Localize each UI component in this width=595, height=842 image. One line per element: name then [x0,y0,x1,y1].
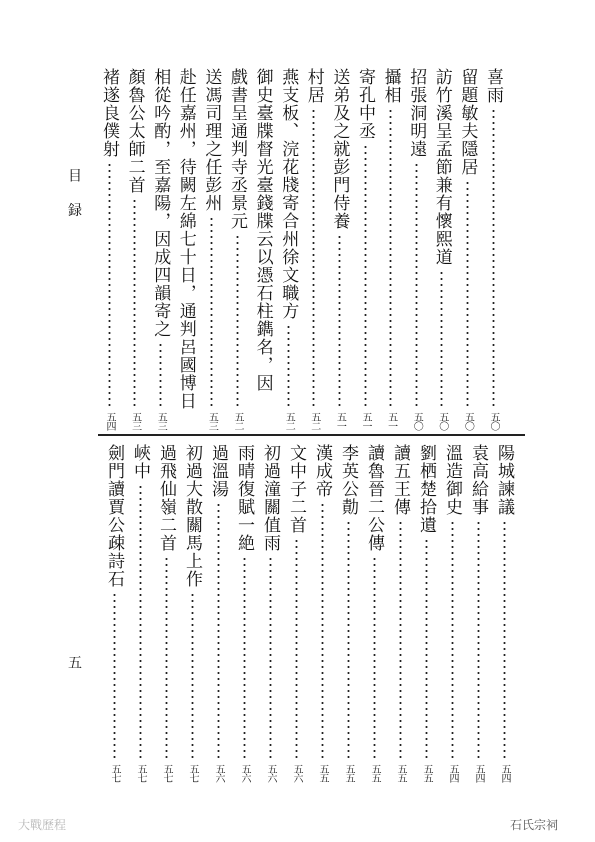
toc-entry-title: 初過潼關值雨 [260,444,280,552]
toc-entry-page: 五四 [447,764,458,782]
leader-dots [389,108,392,408]
toc-entry-page: 五二 [283,412,295,430]
toc-entry-page: 五五 [369,764,380,782]
leader-dots [217,502,220,760]
toc-entry-title: 攝相 [380,68,401,104]
leader-dots [425,538,428,760]
toc-entry-title: 文中子二首 [286,444,306,534]
toc-entry-title: 褚遂良僕射 [99,68,119,158]
toc-entry [285,444,307,782]
toc-entry [456,68,478,430]
leader-dots [236,234,239,408]
toc-entry [149,68,171,430]
toc-entry [155,444,177,782]
leader-dots [347,520,350,760]
toc-entry-title: 招張洞明遠 [406,68,427,158]
toc-entry-page: 五〇 [436,412,448,430]
toc-entry [200,68,222,430]
leader-dots [466,180,469,408]
toc-entry [354,68,376,430]
toc-entry-page: 五七 [109,764,120,782]
leader-dots [191,592,194,760]
toc-entry-page: 五七 [187,764,198,782]
toc-entry-title: 御史臺牒督光臺錢牒云以憑石柱鐫名，因 [252,68,273,392]
toc-entry [175,68,197,430]
toc-entry-title: 相從吟酌，至嘉陽，因成四韻寄之 [150,68,171,338]
toc-entry [431,68,453,430]
leader-dots [210,216,213,408]
toc-entry-page: 五四 [104,412,115,430]
toc-entry [405,68,427,430]
toc-entry-title: 喜雨 [483,68,503,104]
toc-entry [98,68,120,430]
leader-dots [321,502,324,760]
toc-entry-title: 送馮司理之任彭州 [201,68,222,212]
toc-entry [259,444,281,782]
toc-entry [303,68,325,430]
toc-entry [482,68,504,430]
toc-entry-page: 五六 [265,764,276,782]
toc-entry-title: 送弟及之就彭門侍養 [329,68,350,230]
toc-entry-title: 讀五王傳 [390,444,410,516]
toc-entry [311,444,333,782]
toc-entry-page: 五一 [334,412,346,430]
toc-entry-page: 五五 [317,764,328,782]
toc-entry-page: 五六 [213,764,224,782]
toc-entry-title: 初過大散關馬上作 [182,444,202,588]
toc-entry-page: 五〇 [411,412,423,430]
leader-dots [159,342,162,408]
toc-bottom-half [0,444,595,782]
toc-entry [389,444,411,782]
leader-dots [133,198,136,408]
leader-dots [287,324,290,408]
leader-dots [399,520,402,760]
leader-dots [312,108,315,408]
watermark-right: 石氏宗祠 [510,818,559,832]
toc-entry-page: 五三 [129,412,141,430]
toc-entry-page: 五五 [343,764,354,782]
toc-entry-title: 燕支板、浣花牋寄合州徐文職方 [278,68,299,320]
toc-entry-title: 戲書呈通判寺丞景元 [227,68,247,230]
toc-entry-page: 五三 [206,412,218,430]
toc-entry-page: 五四 [473,764,484,782]
toc-entry-title: 村居 [303,68,324,104]
toc-entry-page: 五一 [360,412,371,430]
leader-dots [295,538,298,760]
toc-entry [380,68,402,430]
toc-entry-page: 五二 [308,412,320,430]
toc-entry-page: 五四 [499,764,510,782]
toc-entry-title: 漢成帝 [312,444,332,498]
toc-entry-title: 劉栖楚拾遺 [416,444,436,534]
toc-entry-page: 五七 [135,764,146,782]
toc-entry-title: 溫造御史 [442,444,462,516]
watermark-left: 大戰歷程 [18,818,67,832]
toc-entry-page: 五二 [232,412,243,430]
leader-dots [338,234,341,408]
toc-entry-title: 赴任嘉州，待闕左綿七十日，通判呂國博日 [175,68,196,410]
toc-entry [415,444,437,782]
leader-dots [373,556,376,760]
toc-entry-title: 訪竹溪呈孟節兼有懷熙道 [431,68,452,266]
leader-dots [440,270,443,408]
section-heading: 目 録 [66,168,82,225]
toc-entry-page: 五三 [155,412,167,430]
toc-entry-title: 過溫湯 [208,444,228,498]
toc-entry-title: 李英公勣 [338,444,358,516]
leader-dots [269,556,272,760]
toc-entry-title: 讀魯晉二公傳 [364,444,384,552]
toc-entry-title: 峽中 [130,444,150,480]
toc-entry-page: 五六 [291,764,302,782]
leader-dots [108,162,111,408]
toc-entry [124,68,146,430]
toc-entry [207,444,229,782]
toc-entry-page: 五五 [395,764,406,782]
leader-dots [139,484,142,760]
leader-dots [477,520,480,760]
toc-entry-title: 顏魯公太師二首 [124,68,145,194]
toc-entry-title: 過飛仙嶺二首 [156,444,176,552]
toc-entry-title: 袁高給事 [468,444,488,516]
toc-entry-page: 五五 [421,764,432,782]
toc-entry [226,68,248,430]
toc-entry [363,444,385,782]
leader-dots [113,592,116,760]
toc-entry [277,68,299,430]
leader-dots [451,520,454,760]
toc-top-half [0,68,595,430]
toc-entry [181,444,203,782]
page-number: 五 [66,655,82,669]
toc-entry [129,444,151,782]
toc-entry-page: 五七 [161,764,172,782]
leader-dots [492,108,495,408]
leader-dots [503,520,506,760]
leader-dots [165,556,168,760]
toc-entry-title: 陽城諫議 [494,444,514,516]
toc-entry-page: 五〇 [488,412,499,430]
toc-entry-page: 五〇 [462,412,474,430]
toc-entry-title: 雨晴復賦一絶 [234,444,254,552]
toc-entry [233,444,255,782]
toc-entry-title: 寄孔中丞 [355,68,375,140]
toc-entry [493,444,515,782]
toc-entry-page: 五一 [385,412,397,430]
toc-entry-title: 劍門讀賈公疎詩石 [104,444,124,588]
leader-dots [364,144,367,408]
leader-dots [243,556,246,760]
leader-dots [415,162,418,408]
toc-entry [467,444,489,782]
toc-entry [328,68,350,430]
toc-entry [441,444,463,782]
toc-entry [337,444,359,782]
toc-entry [252,68,274,430]
toc-entry-title: 留題敏夫隱居 [457,68,478,176]
toc-entry [103,444,125,782]
toc-entry-page: 五六 [239,764,250,782]
divider-rule [98,434,525,436]
